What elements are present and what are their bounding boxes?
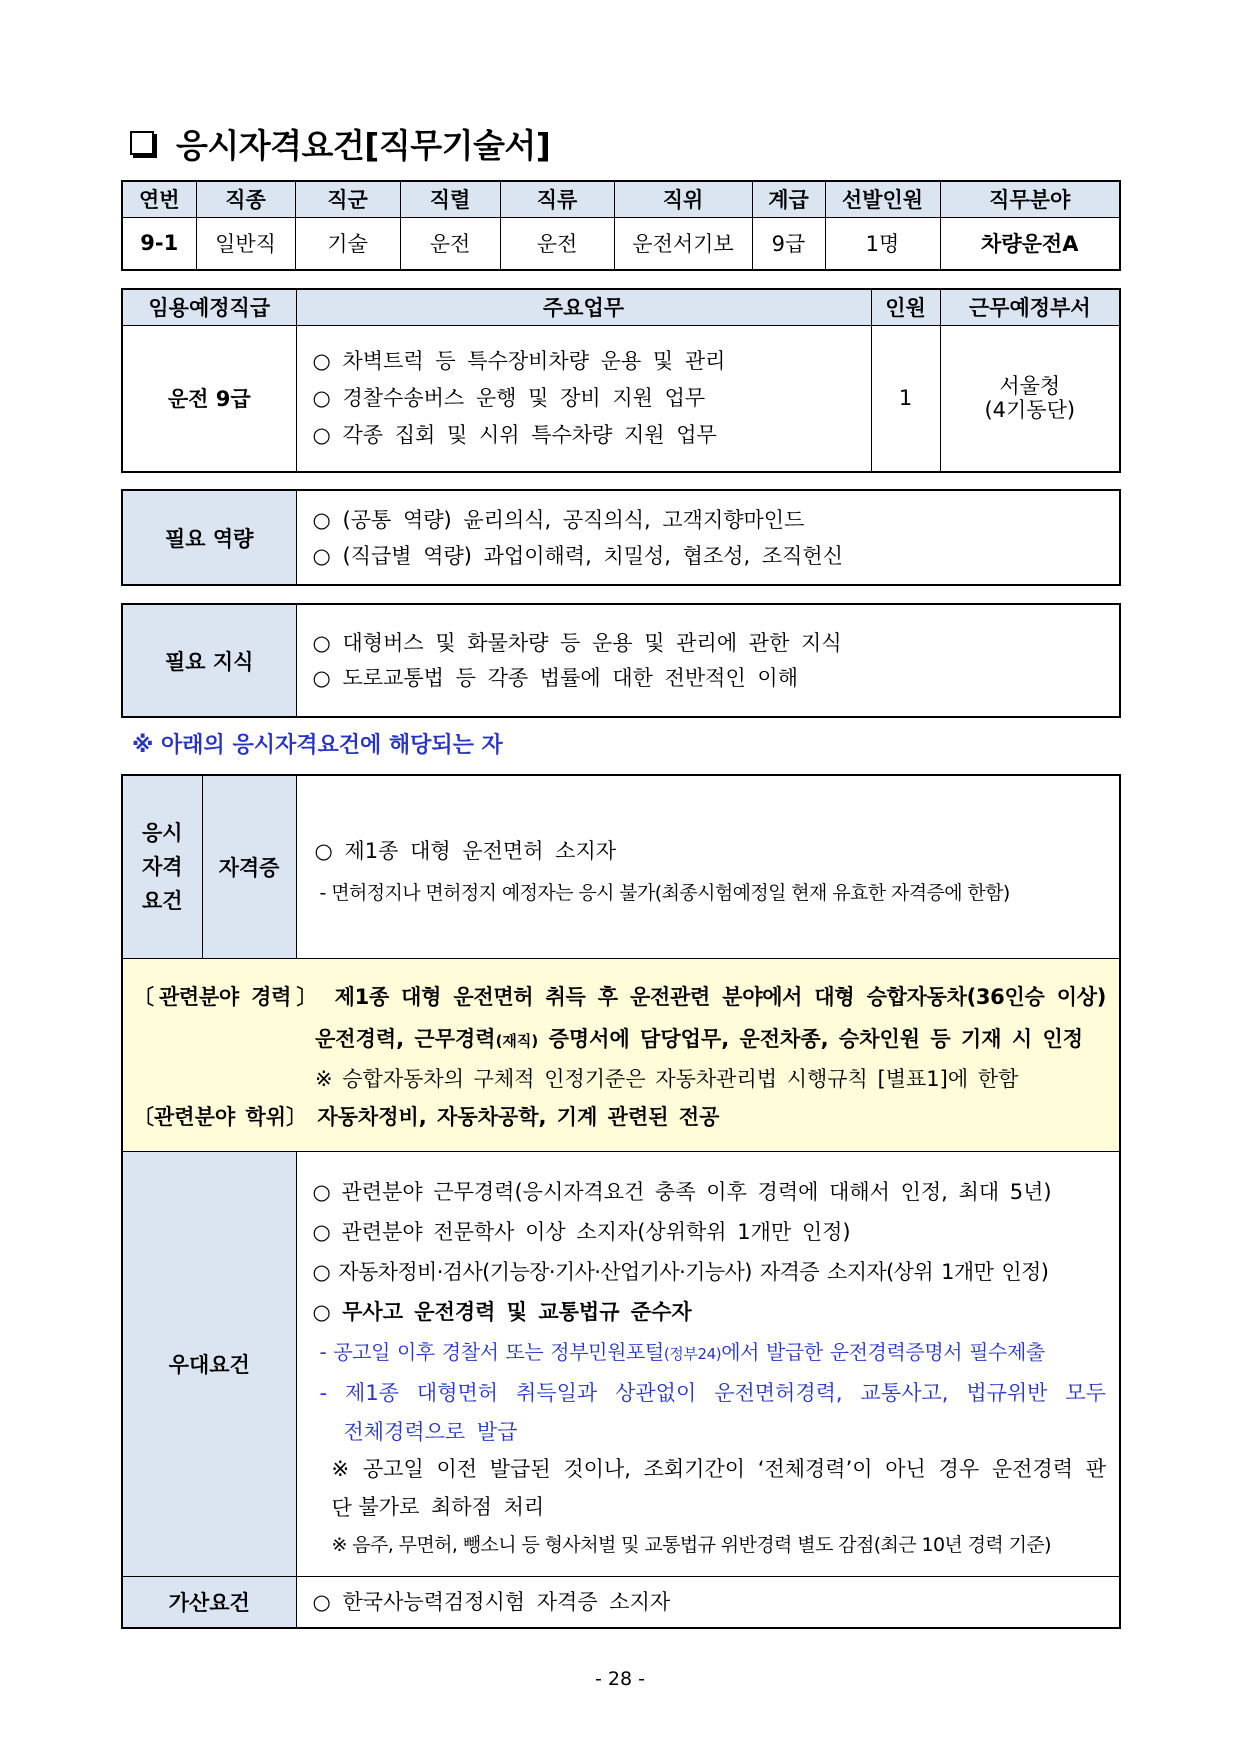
list-item: ○ 각종 집회 및 시위 특수차량 지원 업무: [312, 422, 717, 447]
record-scope-line: - 제1종 대형면허 취득일과 상관없이 운전면허경력, 교통사고, 법규위반 모두: [319, 1380, 1106, 1405]
requirements-table: [121, 774, 1121, 1629]
eligibility-label-line: 요건: [141, 888, 183, 913]
competency-label: 필요 역량: [122, 490, 296, 585]
penalty-note: ※ 음주, 무면허, 뺑소니 등 형사처벌 및 교통법규 위반경력 별도 감점(최근 10년 경력 기준): [331, 1533, 1051, 1556]
header-selection-count: 선발인원: [825, 181, 940, 217]
record-submit-portal-tag: (정부24): [663, 1344, 722, 1363]
table-row: [122, 775, 1120, 958]
job-field-value: 차량운전A: [940, 217, 1120, 270]
table-row: [122, 1576, 1120, 1628]
section-title-text: 응시자격요건[직무기술서]: [176, 125, 551, 165]
headcount-value: 1: [871, 325, 940, 472]
record-warning-line: ※ 공고일 이전 발급된 것이나, 조회기간이 ‘전체경력’이 아닌 경우 운전경력 판단: [331, 1456, 1106, 1520]
header-job-type: 직종: [196, 181, 295, 217]
record-submit-text: 에서 발급한 운전경력증명서 필수제출: [721, 1339, 1045, 1364]
header-department: 근무예정부서: [940, 289, 1120, 325]
job-class-value: 운전: [500, 217, 614, 270]
related-experience-line: [133, 976, 1106, 1018]
header-job-class: 직류: [500, 181, 614, 217]
related-field-content: [122, 958, 1120, 1151]
competency-table: [121, 489, 1121, 586]
job-series-value: 운전: [400, 217, 500, 270]
list-item: ○ 대형버스 및 화물차량 등 운용 및 관리에 관한 지식: [312, 630, 842, 655]
competency-list: [296, 490, 1120, 585]
list-item: ○ 관련분야 전문학사 이상 소지자(상위학위 1개만 인정): [312, 1219, 851, 1244]
table-header-row: [122, 181, 1120, 217]
header-job-field: 직무분야: [940, 181, 1120, 217]
list-item: ○ 한국사능력검정시험 자격증 소지자: [312, 1589, 671, 1614]
position-summary-table: [121, 180, 1121, 271]
page-number: - 28 -: [595, 1668, 645, 1690]
header-grade: 계급: [752, 181, 825, 217]
appointment-grade-value: 운전 9급: [122, 325, 296, 472]
department-value: [940, 325, 1120, 472]
bonus-content: [296, 1576, 1120, 1628]
table-row: [122, 604, 1120, 717]
related-degree-text: 자동차정비, 자동차공학, 기계 관련된 전공: [317, 1104, 720, 1129]
header-position: 직위: [614, 181, 752, 217]
job-group-value: 기술: [295, 217, 400, 270]
department-name: 서울청: [999, 374, 1061, 399]
header-job-group: 직군: [295, 181, 400, 217]
square-bullet-icon: [130, 131, 154, 155]
selection-count-value: 1명: [825, 217, 940, 270]
table-row: [122, 490, 1120, 585]
list-item: ○ 경찰수송버스 운행 및 장비 지원 업무: [312, 385, 706, 410]
knowledge-label: 필요 지식: [122, 604, 296, 717]
department-unit: (4기동단): [984, 398, 1076, 423]
list-item: ○ 도로교통법 등 각종 법률에 대한 전반적인 이해: [312, 665, 798, 690]
experience-employment-tag: (재직): [495, 1031, 539, 1050]
record-submit-text: - 공고일 이후 경찰서 또는 정부민원포털: [319, 1339, 664, 1364]
main-duties-list: [296, 325, 871, 472]
eligibility-label-line: 응시: [141, 820, 183, 845]
preference-content: [296, 1151, 1120, 1576]
job-type-value: 일반직: [196, 217, 295, 270]
related-experience-continuation: [133, 1018, 1106, 1060]
license-note: - 면허정지나 면허정지 예정자는 응시 불가(최종시험예정일 현재 유효한 자격증에 한함): [319, 882, 1010, 904]
record-scope-continuation: 전체경력으로 발급: [343, 1419, 518, 1444]
eligibility-note: ※ 아래의 응시자격요건에 해당되는 자: [132, 733, 503, 758]
license-label: 자격증: [202, 775, 296, 958]
experience-continuation-text: 운전경력, 근무경력: [315, 1026, 496, 1051]
section-title: [130, 122, 550, 164]
list-item: ○ 무사고 운전경력 및 교통법규 준수자: [312, 1299, 692, 1324]
related-degree-label: 〔관련분야 학위〕: [133, 1104, 308, 1129]
header-headcount: 인원: [871, 289, 940, 325]
grade-value: 9급: [752, 217, 825, 270]
record-warning-continuation: 불가로 최하점 처리: [358, 1494, 545, 1519]
header-main-duties: 주요업무: [296, 289, 871, 325]
header-serial-number: 연번: [122, 181, 196, 217]
related-experience-label: 〔관련분야 경력〕: [133, 984, 323, 1009]
related-experience-note: ※ 승합자동차의 구체적 인정기준은 자동차관리법 시행규칙 [별표1]에 한함: [315, 1066, 1019, 1091]
eligibility-label-line: 자격: [141, 854, 183, 879]
record-submit-line: [313, 1332, 1107, 1373]
list-item: ○ 관련분야 근무경력(응시자격요건 충족 이후 경력에 대해서 인정, 최대 5년): [312, 1179, 1052, 1204]
serial-number-value: 9-1: [122, 217, 196, 270]
list-item: ○ (공통 역량) 윤리의식, 공직의식, 고객지향마인드: [312, 507, 805, 532]
license-content: [296, 775, 1120, 958]
preference-label: 우대요건: [122, 1151, 296, 1576]
license-item: ○ 제1종 대형 운전면허 소지자: [314, 839, 617, 863]
list-item: ○ 차벽트럭 등 특수장비차량 운용 및 관리: [312, 348, 726, 373]
list-item: ○ 자동차정비·검사(기능장·기사·산업기사·기능사) 자격증 소지자(상위 1개만 인정): [312, 1259, 1049, 1284]
experience-continuation-text: 증명서에 담당업무, 운전차종, 승차인원 등 기재 시 인정: [548, 1026, 1084, 1051]
header-appointment-grade: 임용예정직급: [122, 289, 296, 325]
header-job-series: 직렬: [400, 181, 500, 217]
position-value: 운전서기보: [614, 217, 752, 270]
table-row: [122, 958, 1120, 1151]
duty-table: [121, 288, 1121, 473]
table-header-row: [122, 289, 1120, 325]
table-row: [122, 1151, 1120, 1576]
related-experience-text: 제1종 대형 운전면허 취득 후 운전관련 분야에서 대형 승합자동차(36인승 이상): [334, 984, 1106, 1009]
related-degree-line: [133, 1098, 1106, 1136]
table-row: [122, 325, 1120, 472]
knowledge-list: [296, 604, 1120, 717]
table-row: [122, 217, 1120, 270]
eligibility-group-label: [122, 775, 202, 958]
knowledge-table: [121, 603, 1121, 718]
bonus-label: 가산요건: [122, 1576, 296, 1628]
list-item: ○ (직급별 역량) 과업이해력, 치밀성, 협조성, 조직헌신: [312, 543, 844, 568]
